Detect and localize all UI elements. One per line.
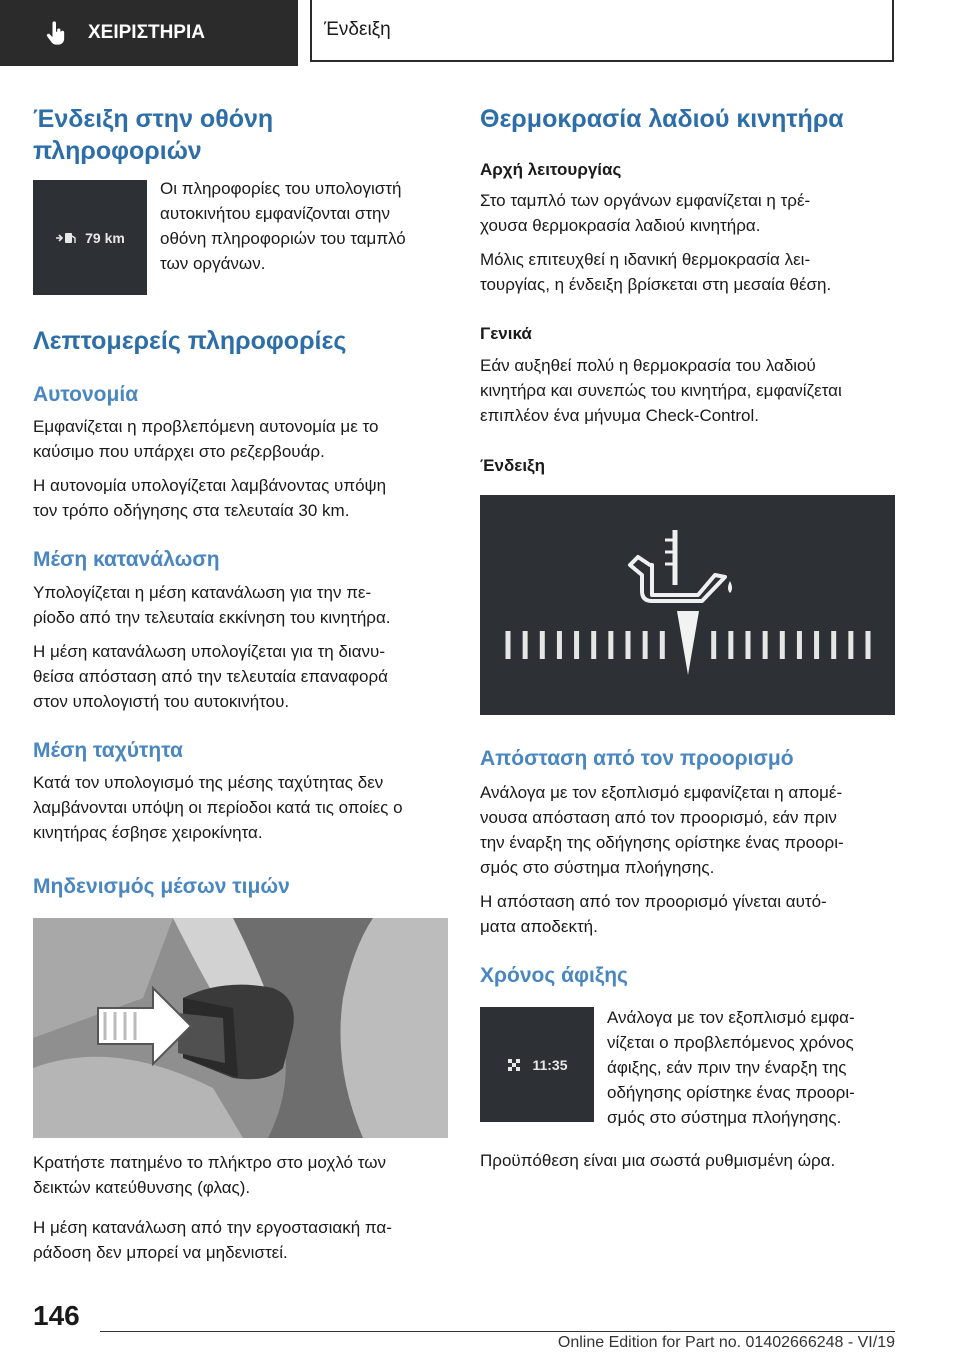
range-text [33, 414, 448, 523]
intro-line: οθόνη πληροφοριών του ταμπλό [160, 229, 406, 248]
text-line: χουσα θερμοκρασία λαδιού κινητήρα. [480, 216, 761, 235]
gauge-tick [831, 631, 836, 659]
display-label: Ένδειξη [480, 456, 546, 475]
gauge-tick [711, 631, 716, 659]
speed-heading: Μέση ταχύτητα [33, 739, 183, 762]
arrival-text [607, 1005, 897, 1130]
text-line: ράδοση δεν μπορεί να μηδενιστεί. [33, 1243, 288, 1262]
intro-line: Οι πληροφορίες του υπολογιστή [160, 179, 402, 198]
text-line: Εμφανίζεται η προβλεπόμενη αυτονομία με το [33, 417, 379, 436]
page-number: 146 [33, 1300, 80, 1331]
hand-pointer-icon [42, 19, 70, 47]
arrival-note [480, 1148, 895, 1173]
text-line: κινητήρας έσβησε χειροκίνητα. [33, 823, 263, 842]
text-line: Η αυτονομία υπολογίζεται λαμβάνοντας υπόψη [33, 476, 387, 495]
title-line-2: πληροφοριών [33, 137, 202, 165]
gauge-tick [574, 631, 579, 659]
principle-text [480, 188, 895, 297]
range-value: 79 km [85, 229, 125, 246]
text-line: σμός στο σύστημα πλοήγησης. [480, 858, 715, 877]
intro-text [160, 176, 450, 276]
text-line: Κατά τον υπολογισμό της μέσης ταχύτητας δεν [33, 773, 384, 792]
reset-text [33, 1150, 448, 1265]
chapter-box [310, 0, 894, 62]
footer-divider [100, 1331, 895, 1332]
text-line: Η μέση κατανάλωση υπολογίζεται για τη διανυ‐ [33, 642, 385, 661]
text-line: την έναρξη της οδήγησης ορίστηκε ένας προορι‐ [480, 833, 844, 852]
text-line: νουσα απόσταση από τον προορισμό, εάν πριν [480, 808, 837, 827]
title-line-1: Ένδειξη στην οθόνη [33, 105, 274, 133]
text-line: Ανάλογα με τον εξοπλισμό εμφανίζεται η απομέ‐ [480, 783, 843, 802]
text-line: θείσα απόσταση από την τελευταία επαναφορά [33, 667, 388, 686]
page-title [33, 103, 448, 167]
gauge-tick [591, 631, 596, 659]
distance-heading: Απόσταση από τον προορισμό [480, 747, 794, 770]
text-line: ρίοδο από την τελευταία εκκίνηση του κινητήρα. [33, 608, 391, 627]
gauge-tick [746, 631, 751, 659]
destination-flag-icon [506, 1057, 524, 1073]
consumption-heading: Μέση κατανάλωση [33, 548, 220, 571]
text-line: ματα αποδεκτή. [480, 917, 598, 936]
text-line: νίζεται ο προβλεπόμενος χρόνος [607, 1033, 854, 1052]
gauge-tick [797, 631, 802, 659]
gauge-tick [523, 631, 528, 659]
arrival-time-display [480, 1007, 594, 1122]
gauge-tick [848, 631, 853, 659]
text-line: Μόλις επιτευχθεί η ιδανική θερμοκρασία λει‐ [480, 250, 811, 269]
turn-signal-stalk-illustration [33, 918, 448, 1138]
text-line: οδήγησης ορίστηκε ένας προορι‐ [607, 1083, 855, 1102]
text-line: κινητήρα και συνεπώς του κινητήρα, εμφανίζεται [480, 381, 842, 400]
text-line: Η μέση κατανάλωση από την εργοστασιακή πα‐ [33, 1218, 392, 1237]
gauge-tick [814, 631, 819, 659]
text-line: Κρατήστε πατημένο το πλήκτρο στο μοχλό των [33, 1153, 386, 1172]
text-line: τον τρόπο οδήγησης στα τελευταία 30 km. [33, 501, 350, 520]
gauge-tick [643, 631, 648, 659]
reset-heading: Μηδενισμός μέσων τιμών [33, 875, 290, 898]
range-heading: Αυτονομία [33, 383, 139, 406]
gauge-tick [866, 631, 871, 659]
arrival-time-value: 11:35 [532, 1056, 568, 1073]
text-line: τουργίας, η ένδειξη βρίσκεται στη μεσαία θέση. [480, 275, 832, 294]
text-line: καύσιμο που υπάρχει στο ρεζερβουάρ. [33, 442, 325, 461]
distance-text [480, 780, 895, 939]
speed-text [33, 770, 448, 845]
intro-line: αυτοκινήτου εμφανίζονται στην [160, 204, 391, 223]
range-display [33, 180, 147, 295]
chapter-title: Ένδειξη [324, 19, 391, 40]
text-line: Ανάλογα με τον εξοπλισμό εμφα‐ [607, 1008, 855, 1027]
gauge-tick [540, 631, 545, 659]
text-line: άφιξης, εάν πριν την έναρξη της [607, 1058, 847, 1077]
gauge-tick [557, 631, 562, 659]
text-line: επιπλέον ένα μήνυμα Check-Control. [480, 406, 759, 425]
text-line: Η απόσταση από τον προορισμό γίνεται αυτό‐ [480, 892, 827, 911]
gauge-tick [728, 631, 733, 659]
text-line: Υπολογίζεται η μέση κατανάλωση για την πε‐ [33, 583, 372, 602]
consumption-text [33, 580, 448, 714]
gauge-tick [660, 631, 665, 659]
fuel-range-icon [55, 231, 77, 245]
page-header [0, 0, 960, 66]
section-tab [0, 0, 298, 66]
text-line: λαμβάνονται υπόψη οι περίοδοι κατά τις οποίες ο [33, 798, 403, 817]
section-title: ΧΕΙΡΙΣΤΗΡΙΑ [88, 22, 205, 43]
intro-line: των οργάνων. [160, 254, 266, 273]
general-label: Γενικά [480, 324, 532, 343]
arrival-heading: Χρόνος άφιξης [480, 964, 628, 987]
gauge-tick [763, 631, 768, 659]
general-text [480, 353, 895, 428]
gauge-tick [608, 631, 613, 659]
details-heading: Λεπτομερείς πληροφορίες [33, 327, 347, 355]
gauge-tick [506, 631, 511, 659]
principle-label: Αρχή λειτουργίας [480, 160, 622, 179]
gauge-tick [626, 631, 631, 659]
text-line: Στο ταμπλό των οργάνων εμφανίζεται η τρέ‐ [480, 191, 811, 210]
text-line: Προϋπόθεση είναι μια σωστά ρυθμισμένη ώρα. [480, 1151, 836, 1170]
text-line: Εάν αυξηθεί πολύ η θερμοκρασία του λαδιού [480, 356, 816, 375]
text-line: σμός στο σύστημα πλοήγησης. [607, 1108, 842, 1127]
text-line: δεικτών κατεύθυνσης (φλας). [33, 1178, 251, 1197]
text-line: στον υπολογιστή του αυτοκινήτου. [33, 692, 290, 711]
edition-note: Online Edition for Part no. 01402666248 - VI/19 [557, 1334, 895, 1351]
oil-temperature-gauge [480, 495, 895, 715]
oil-temp-heading: Θερμοκρασία λαδιού κινητήρα [480, 105, 844, 133]
gauge-tick [780, 631, 785, 659]
